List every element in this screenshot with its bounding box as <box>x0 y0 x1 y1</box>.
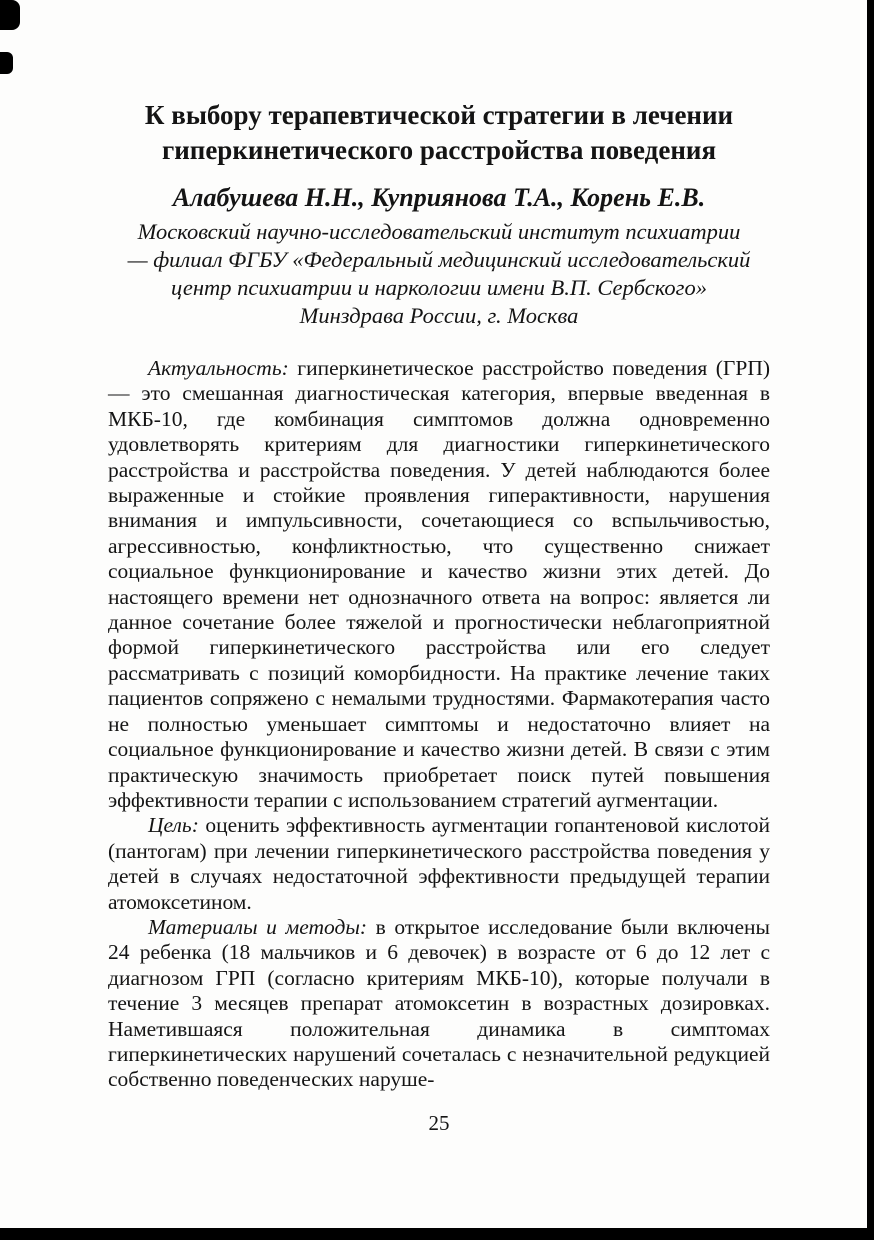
paragraph-text: в открытое исследование были включены 24 ребенка (18 мальчиков и 6 девочек) в возрасте от 6 до 12 лет с диагнозом ГРП (согласно критериям МКБ-10), которые получали в течение 3 месяцев препарат атомоксетин в возрастных дозировках. Наметившаяся положительная динамика в симптомах гиперкинетических нарушений сочеталась с незначительной редукцией собственно поведенческих наруше- <box>108 914 770 1092</box>
page-number: 25 <box>428 1110 450 1135</box>
affiliation-block <box>108 218 770 330</box>
affiliation-line: центр психиатрии и наркологии имени В.П. Сербского» <box>171 275 707 300</box>
article-body <box>108 356 770 1093</box>
paragraph-lead: Цель: <box>148 813 199 838</box>
affiliation-line: Московский научно-исследовательский институт психиатрии <box>137 219 741 244</box>
affiliation-line: — филиал ФГБУ «Федеральный медицинский исследовательский <box>127 247 751 272</box>
paragraph-materials-methods <box>108 915 770 1093</box>
paragraph-text: гиперкинетическое расстройство поведения (ГРП) — это смешанная диагностическая категория, впервые введенная в МКБ-10, где комбинация симптомов должна одновременно удовлетворять критериям для диагностики гиперкинетического расстройства и расстройства поведения. У детей наблюдаются более выраженные и стойкие проявления гиперактивности, нарушения внимания и импульсивности, сочетающиеся со вспыльчивостью, агрессивностью, конфликтностью, что существенно снижает социальное функционирование и качество жизни этих детей. До настоящего времени нет однозначного ответа на вопрос: является ли данное сочетание более тяжелой и прогностически неблагоприятной формой гиперкинетического расстройства или его следует рассматривать с позиций коморбидности. На практике лечение таких пациентов сопряжено с немалыми трудностями. Фармакотерапия часто не полностью уменьшает симптомы и недостаточно влияет на социальное функционирование и качество жизни детей. В связи с этим практическую значимость приобретает поиск путей повышения эффективности терапии с использованием стратегий аугментации. <box>108 356 771 812</box>
paragraph-text: оценить эффективность аугментации гопантеновой кислотой (пантогам) при лечении гиперкинетического расстройства поведения у детей в случаях недостаточной эффективности предыдущей терапии атомоксетином. <box>108 813 770 914</box>
paragraph-lead: Материалы и методы: <box>148 914 368 939</box>
article-title-line2: гиперкинетического расстройства поведения <box>161 135 717 165</box>
paragraph-lead: Актуальность: <box>148 356 289 380</box>
affiliation-line: Минздрава России, г. Москва <box>299 303 579 328</box>
scan-artifact <box>0 52 13 74</box>
authors-line: Алабушева Н.Н., Куприянова Т.А., Корень Е.В. <box>172 183 706 212</box>
article-title <box>108 98 770 168</box>
paragraph-goal <box>108 813 770 915</box>
scan-edge-bottom <box>0 1228 874 1240</box>
paragraph-relevance <box>108 356 770 813</box>
scan-artifact <box>0 0 20 30</box>
article-title-line1: К выбору терапевтической стратегии в лечении <box>144 100 734 130</box>
text-block <box>108 98 770 1136</box>
scan-edge-right <box>867 0 874 1240</box>
